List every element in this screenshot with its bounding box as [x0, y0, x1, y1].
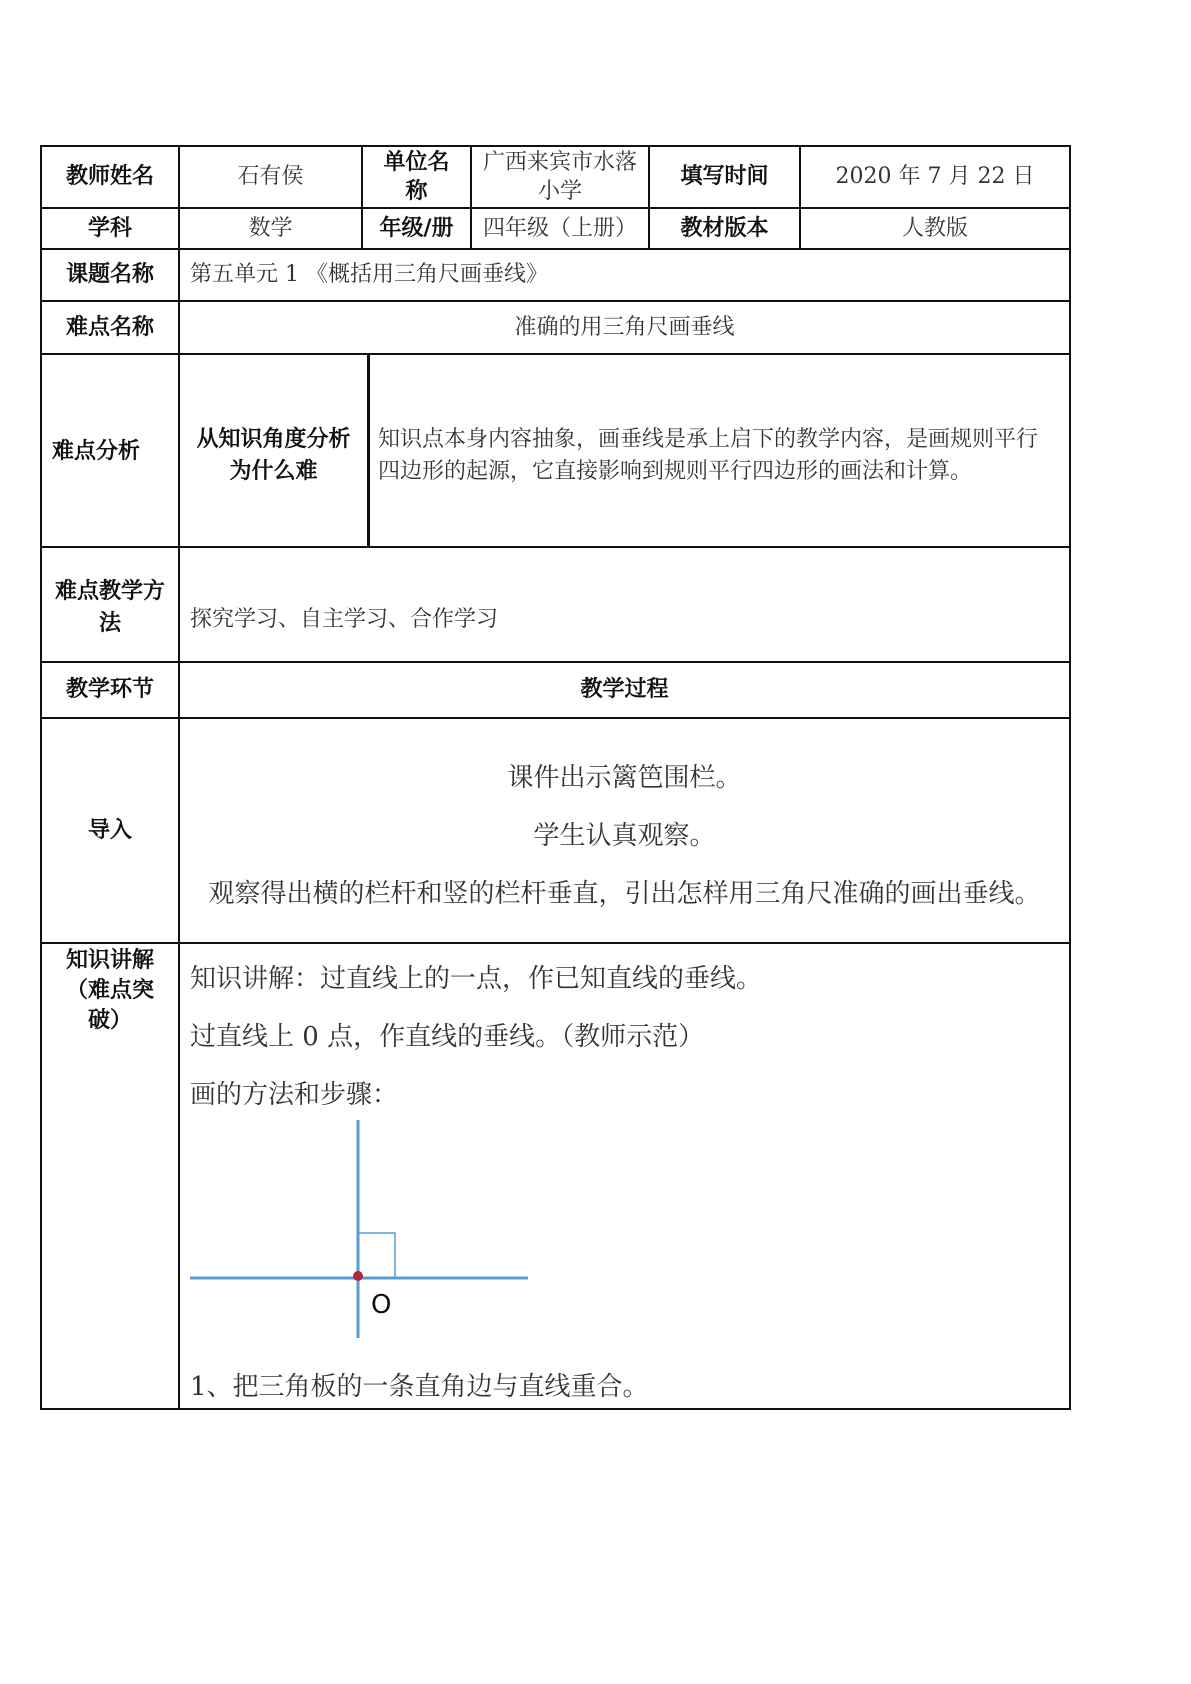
teacher-name-label: 教师姓名	[65, 164, 154, 189]
knowledge-line: 知识讲解：过直线上的一点，作已知直线的垂线。	[190, 964, 763, 994]
knowledge-label-line: （难点突	[65, 978, 154, 1003]
knowledge-line: 过直线上 0 点，作直线的垂线。（教师示范）	[190, 1022, 705, 1052]
process-value: 教学过程	[580, 677, 669, 702]
knowledge-label	[42, 946, 178, 1042]
difficulty-label: 难点名称	[65, 314, 154, 340]
topic-label: 课题名称	[65, 262, 154, 287]
method-label-line: 难点教学方	[54, 579, 165, 604]
analysis-label: 难点分析	[52, 439, 141, 464]
analysis-sub-label-line: 从知识角度分析	[196, 427, 351, 452]
analysis-text	[378, 424, 1068, 488]
analysis-sub-label	[180, 424, 367, 488]
subject-value: 数学	[248, 215, 293, 241]
table-rule	[40, 942, 1071, 944]
table-rule	[40, 353, 1071, 355]
table-rule	[1069, 145, 1071, 1410]
unit-value-line: 广西来宾市水落	[482, 150, 637, 175]
intro-label: 导入	[87, 817, 132, 843]
fill-time-label: 填写时间	[680, 164, 769, 189]
table-rule	[40, 1408, 1071, 1410]
point-o	[353, 1271, 363, 1281]
intro-line: 观察得出横的栏杆和竖的栏杆垂直，引出怎样用三角尺准确的画出垂线。	[208, 878, 1041, 909]
table-rule	[40, 546, 1071, 548]
unit-name-value	[472, 147, 648, 207]
knowledge-line: 画的方法和步骤：	[190, 1080, 399, 1110]
point-o-label: O	[371, 1290, 392, 1320]
intro-line: 学生认真观察。	[533, 820, 716, 851]
method-label	[42, 576, 178, 640]
analysis-text-line: 四边形的起源，它直接影响到规则平行四边形的画法和计算。	[378, 459, 973, 484]
edition-value: 人教版	[901, 215, 968, 241]
step-1: 1、把三角板的一条直角边与直线重合。	[190, 1372, 649, 1402]
table-rule	[367, 353, 370, 548]
difficulty-value: 准确的用三角尺画垂线	[514, 314, 735, 340]
fill-time-value: 2020 年 7 月 22 日	[835, 164, 1035, 189]
table-rule	[40, 717, 1071, 719]
unit-value-line: 小学	[537, 179, 582, 204]
unit-label-line: 称	[405, 179, 428, 204]
knowledge-label-line: 知识讲解	[65, 948, 154, 973]
right-angle-mark	[358, 1233, 395, 1278]
unit-name-label	[363, 147, 470, 207]
teacher-name-value: 石有侯	[237, 164, 304, 189]
edition-label: 教材版本	[680, 215, 769, 241]
method-value: 探究学习、自主学习、合作学习	[190, 607, 499, 632]
unit-label-line: 单位名	[383, 150, 450, 175]
intro-line: 课件出示篱笆围栏。	[507, 762, 742, 793]
topic-value: 第五单元 1 《概括用三角尺画垂线》	[190, 262, 548, 287]
method-label-line: 法	[98, 611, 121, 636]
grade-value: 四年级（上册）	[482, 215, 637, 241]
analysis-sub-label-line: 为什么难	[229, 459, 318, 484]
analysis-text-line: 知识点本身内容抽象，画垂线是承上启下的教学内容，是画规则平行	[378, 427, 1039, 452]
grade-label: 年级/册	[379, 215, 454, 241]
subject-label: 学科	[87, 215, 132, 241]
process-label: 教学环节	[65, 677, 154, 702]
knowledge-label-line: 破）	[87, 1008, 132, 1033]
